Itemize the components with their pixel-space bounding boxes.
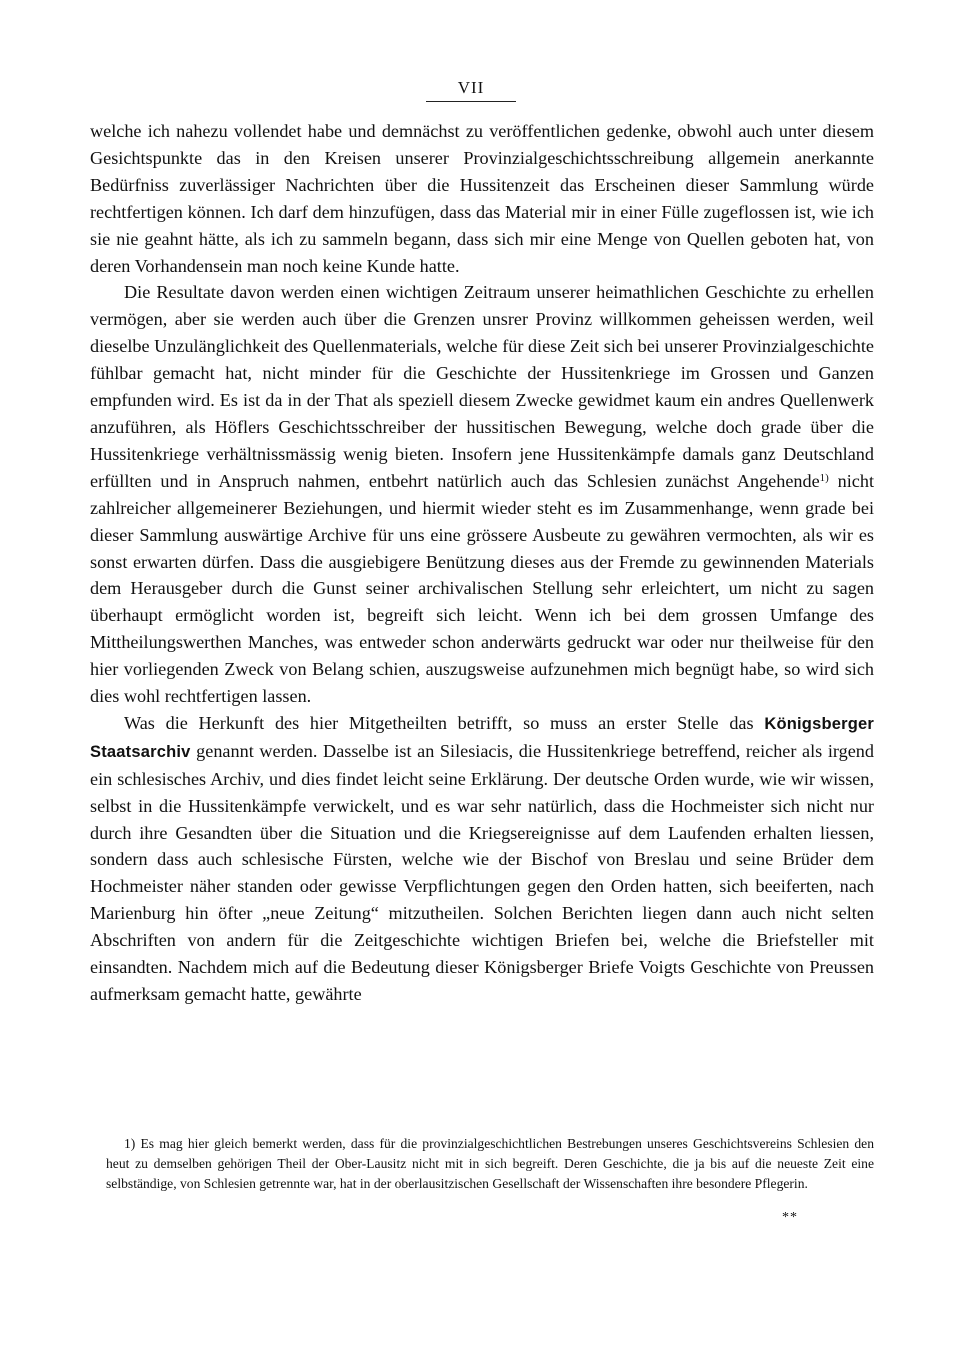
paragraph-2 [90, 279, 874, 710]
paragraph-3-text-part1: Was die Herkunft des hier Mitgetheilten betrifft, so muss an erster Stelle das [124, 712, 765, 733]
paragraph-3-text-part2: genannt werden. Dasselbe ist an Silesiacis, die Hussitenkriege betreffend, reicher als irgend ein schlesisches Archiv, und dies findet leicht seine Erklärung. Der deutsche Orden wurde, wie wir wissen, selbst in die Hussitenkämpfe verwickelt, und es war sehr natürlich, dass die Hochmeister sich nicht nur durch ihre Gesandten über die Situation und die Kriegsereignisse auf dem Laufenden erhalten liessen, sondern dass auch schlesische Fürsten, welche wie der Bischof von Breslau und seine Brüder dem Hochmeister näher standen oder gewisse Verpflichtungen gegen den Orden hatten, sich beeiferten, nach Marienburg hin öfter „neue Zeitung“ mitzutheilen. Solchen Berichten liegen dann auch nicht selten Abschriften von andern für die Zeitgeschichte wichtigen Briefen bei, welche die Briefsteller mit einsandten. Nachdem mich auf die Bedeutung dieser Königsberger Briefe Voigts Geschichte von Preussen aufmerksam gemacht hatte, gewährte [90, 740, 874, 1004]
archive-name-bold: Königsberger Staatsarchiv [90, 714, 874, 761]
paragraph-1-text: welche ich nahezu vollendet habe und demnächst zu veröffentlichen gedenke, obwohl auch unter diesem Gesichtspunkte das in den Kreisen unserer Provinzialgeschichtsschreibung allgemein anerkannte Bedürfniss zuverlässiger Nachrichten über die Hussitenzeit das Erscheinen dieser Sammlung würde rechtfertigen können. Ich darf dem hinzufügen, dass das Material mir in einer Fülle zugeflossen ist, wie ich sie nie geahnt hätte, als ich zu sammeln begann, dass sich mir eine Menge von Quellen geboten hat, von deren Vorhandensein man noch keine Kunde hatte. [90, 121, 874, 276]
paragraph-2-text-part1: Die Resultate davon werden einen wichtigen Zeitraum unserer heimathlichen Geschichte zu erhellen vermögen, aber sie werden auch über die Grenzen unsrer Provinz willkommen geheissen werden, weil dieselbe Unzulänglichkeit des Quellenmaterials, welche für diese Zeit sich bei unserer Provinzialgeschichte fühlbar gemacht hat, nicht minder für die Geschichte der Hussitenkriege im Grossen und Ganzen empfunden wird. Es ist da in der That als speziell diesem Zwecke gewidmet kaum ein andres Quellenwerk anzuführen, als Höflers Geschichtsschreiber der hussitischen Bewegung, welche doch grade über die Hussitenkriege verhältnissmässig wenig bieten. Insofern jene Hussitenkämpfe damals ganz Deutschland erfüllten und in Anspruch nahmen, entbehrt natürlich auch das Schlesien zunächst Angehende [90, 282, 874, 491]
signature-mark: ** [782, 1210, 798, 1225]
paragraph-1 [90, 118, 874, 279]
footnote-1 [106, 1134, 874, 1194]
page-number-rule [426, 101, 516, 102]
footnotes [106, 1134, 874, 1194]
footnote-1-text: Es mag hier gleich bemerkt werden, dass für die provinzialgeschichtlichen Bestrebungen unseres Geschichtsvereins Schlesien den heut zu demselben gehörigen Theil der Ober-Lausitz nicht mit in sich begreift. Deren Geschichte, die ja bis auf die neueste Zeit eine selbständige, von Schlesien getrennte war, hat in der oberlausitzischen Gesellschaft der Wissenschaften ihre besondere Pflegerin. [106, 1136, 874, 1191]
page-number: VII [457, 78, 485, 97]
paragraph-3 [90, 710, 874, 1008]
footnote-1-mark: 1) [124, 1136, 136, 1151]
body-text [90, 118, 874, 1008]
paragraph-2-text-part2: nicht zahlreicher allgemeinerer Beziehungen, und hiermit wieder steht es im Zusammenhange, wenn grade bei dieser Sammlung auswärtige Archive für uns eine grössere Ausbeute zu gewähren vermochten, als wir es sonst erwarten dürfen. Dass die ausgiebigere Benützung dieses aus der Fremde zu gewinnenden Materials dem Herausgeber durch die Gunst seiner archivalischen Stellung sehr erleichtert, um nicht zu sagen überhaupt ermöglicht worden ist, begreift sich leicht. Wenn ich bei dem grossen Umfange des Mittheilungswerthen Manches, was entweder schon anderwärts gedruckt war oder nur theilweise für den hier vorliegenden Zweck von Belang schien, auszugsweise aufzunehmen mich begnügt habe, so wird sich dies wohl rechtfertigen lassen. [90, 470, 874, 707]
footnote-reference-1[interactable]: 1) [819, 471, 829, 484]
